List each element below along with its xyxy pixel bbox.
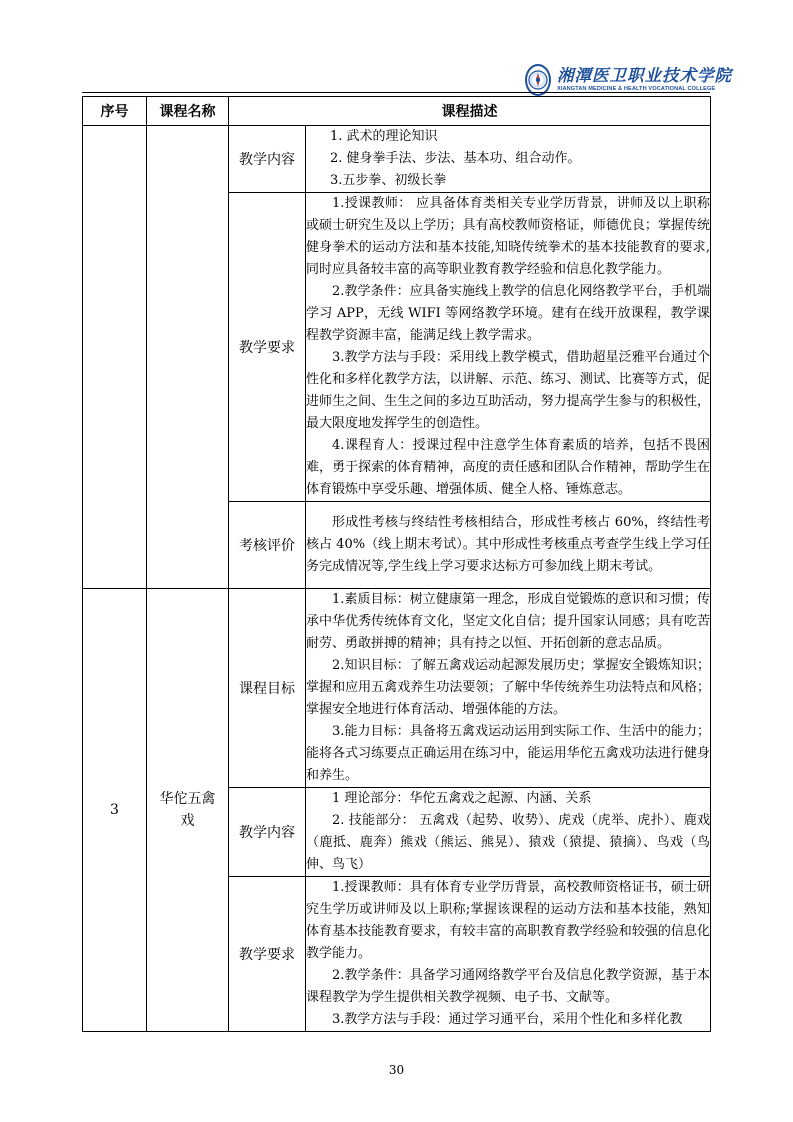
header-number: 序号 (83, 97, 147, 126)
content-cell (306, 126, 711, 193)
college-logo (525, 60, 732, 100)
requirements-cell (306, 193, 711, 502)
list-item: 1. 武术的理论知识 (330, 129, 438, 144)
paragraph: 3.教学方法与手段：采用线上教学模式，借助超星泛雅平台通过个性化和多样化教学方法，以讲解、示范、练习、测试、比赛等方式，促进师生之间、生生之间的多边互助活动，努力提高学生参与的积极性，最大限度地发挥学生的创造性。 (306, 350, 710, 431)
content-label: 教学内容 (229, 126, 306, 193)
course-3-name: 华佗五禽戏 (147, 589, 229, 1032)
course-3-requirements-cell (306, 877, 711, 1032)
header-rule (82, 92, 710, 93)
paragraph: 1.素质目标：树立健康第一理念，形成自觉锻炼的意识和习惯；传承中华优秀传统体育文化，坚定文化自信；提升国家认同感；具有吃苦耐劳、勇敢拼搏的精神；具有持之以恒、开拓创新的意志品质。 (306, 592, 710, 651)
assessment-cell (306, 502, 711, 589)
paragraph: 4.课程育人：授课过程中注意学生体育素质的培养，包括不畏困难，勇于探索的体育精神，高度的责任感和团队合作精神，帮助学生在体育锻炼中享受乐趣、增强体质、健全人格、锤炼意志。 (306, 438, 710, 497)
course-3-number: 3 (83, 589, 147, 1032)
continued-name-cell (147, 126, 229, 589)
page-number: 30 (388, 1063, 405, 1077)
college-name-en: XIANGTAN MEDICINE & HEALTH VOCATIONAL COLLEGE (557, 85, 716, 92)
course-table (82, 96, 711, 1032)
course-3-content-label: 教学内容 (229, 788, 306, 877)
paragraph: 1.授课教师：具有体育专业学历背景，高校教师资格证书，硕士研究生学历或讲师及以上职称;掌握该课程的运动方法和基本技能，熟知体育基本技能教育要求，有较丰富的高职教育教学经验和较强的信息化教学能力。 (306, 880, 710, 961)
paragraph: 3.能力目标：具备将五禽戏运动运用到实际工作、生活中的能力；能将各式习练要点正确运用在练习中，能运用华佗五禽戏功法进行健身和养生。 (306, 724, 710, 783)
header-course-description: 课程描述 (229, 97, 711, 126)
course-3-content-cell (306, 788, 711, 877)
list-item: 3.五步拳、初级长拳 (330, 173, 447, 188)
list-item: 2. 技能部分： 五禽戏（起势、收势）、虎戏（虎举、虎扑）、鹿戏（鹿抵、鹿奔）熊戏（熊运、熊晃）、猿戏（猿提、猿摘）、鸟戏（鸟伸、鸟飞） (306, 813, 710, 872)
assessment-label: 考核评价 (229, 502, 306, 589)
table-row (83, 126, 711, 193)
header-course-name: 课程名称 (147, 97, 229, 126)
requirements-label: 教学要求 (229, 193, 306, 502)
list-item: 2. 健身拳手法、步法、基本功、组合动作。 (330, 151, 581, 166)
paragraph: 3.教学方法与手段：通过学习通平台，采用个性化和多样化教 (332, 1012, 683, 1027)
table-header-row (83, 97, 711, 126)
paragraph: 2.知识目标：了解五禽戏运动起源发展历史；掌握安全锻炼知识；掌握和应用五禽戏养生功法要领；了解中华传统养生功法特点和风格；掌握安全地进行体育活动、增强体能的方法。 (306, 658, 710, 717)
list-item: 1 理论部分：华佗五禽戏之起源、内涵、关系 (332, 791, 592, 806)
college-name-cn: 湘潭医卫职业技术学院 (557, 66, 732, 86)
paragraph: 2.教学条件：应具备实施线上教学的信息化网络教学平台，手机端学习 APP，无线 WIFI 等网络教学环境。建有在线开放课程，教学课程教学资源丰富，能满足线上教学需求。 (306, 284, 710, 343)
objectives-cell (306, 589, 711, 788)
continued-number-cell (83, 126, 147, 589)
paragraph: 2.教学条件：具备学习通网络教学平台及信息化教学资源，基于本课程教学为学生提供相关教学视频、电子书、文献等。 (306, 968, 710, 1005)
objectives-label: 课程目标 (229, 589, 306, 788)
paragraph: 1.授课教师： 应具备体育类相关专业学历背景，讲师及以上职称或硕士研究生及以上学历；具有高校教师资格证，师德优良；掌握传统健身拳术的运动方法和基本技能,知晓传统拳术的基本技能教育的要求,同时应具备较丰富的高等职业教育教学经验和信息化教学能力。 (306, 196, 710, 277)
table-row (83, 589, 711, 788)
course-3-requirements-label: 教学要求 (229, 877, 306, 1032)
paragraph: 形成性考核与终结性考核相结合，形成性考核占 60%，终结性考核占 40%（线上期末考试）。其中形成性考核重点考查学生线上学习任务完成情况等,学生线上学习要求达标方可参加线上期末考试。 (306, 515, 710, 574)
